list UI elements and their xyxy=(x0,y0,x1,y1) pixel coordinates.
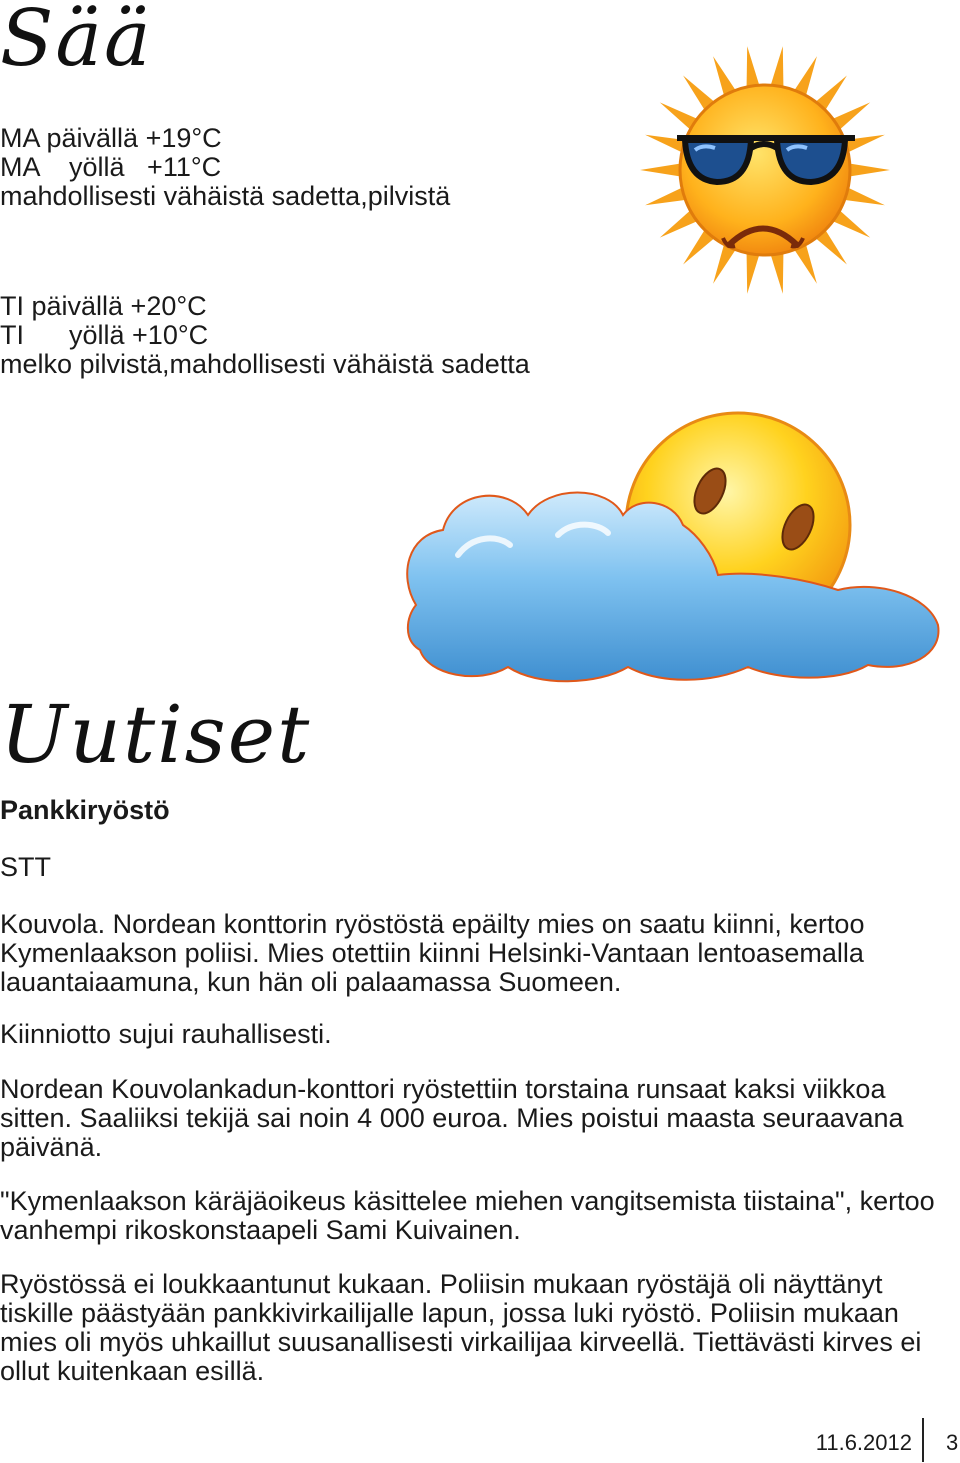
article-paragraph: "Kymenlaakson käräjäoikeus käsittelee miehen vangitsemista tiistaina", kertoo vanhempi rikoskonstaapeli Sami Kuivainen. xyxy=(0,1186,935,1245)
article-source: STT xyxy=(0,852,51,882)
tuesday-day-temp: TI päivällä +20°C xyxy=(0,291,207,321)
article-paragraph: Ryöstössä ei loukkaantunut kukaan. Poliisin mukaan ryöstäjä oli näyttänyt tiskille päästyään pankkivirkailijalle lapun, jossa luki ryöstö. Poliisin mukaan mies oli myös uhkaillut suusanallisesti virkailijaa kirveellä. Tiettävästi kirves ei ollut kuitenkaan esillä. xyxy=(0,1269,922,1386)
article-paragraph: Kouvola. Nordean konttorin ryöstöstä epäilty mies on saatu kiinni, kertoo Kymenlaakson poliisi. Mies otettiin kiinni Helsinki-Vantaan lentoasemalla lauantaiaamuna, kun hän oli palaamassa Suomeen. xyxy=(0,909,865,997)
news-heading: Uutiset xyxy=(0,688,312,781)
article-paragraph: Kiinniotto sujui rauhallisesti. xyxy=(0,1019,332,1049)
tuesday-night-temp: TI yöllä +10°C xyxy=(0,320,209,350)
sun-behind-cloud-icon xyxy=(398,405,958,695)
tuesday-description: melko pilvistä,mahdollisesti vähäistä sadetta xyxy=(0,349,530,379)
page-number: 3 xyxy=(946,1430,959,1455)
monday-day-temp: MA päivällä +19°C xyxy=(0,123,222,153)
angry-sun-sunglasses-icon xyxy=(625,40,900,300)
weather-heading: Sää xyxy=(0,0,153,84)
monday-description: mahdollisesti vähäistä sadetta,pilvistä xyxy=(0,181,451,211)
footer-date: 11.6.2012 xyxy=(815,1430,912,1455)
article-title: Pankkiryöstö xyxy=(0,795,170,825)
monday-night-temp: MA yöllä +11°C xyxy=(0,152,222,182)
footer-divider xyxy=(922,1418,924,1462)
article-paragraph: Nordean Kouvolankadun-konttori ryöstettiin torstaina runsaat kaksi viikkoa sitten. Saaliiksi tekijä sai noin 4 000 euroa. Mies poistui maasta seuraavana päivänä. xyxy=(0,1074,904,1162)
